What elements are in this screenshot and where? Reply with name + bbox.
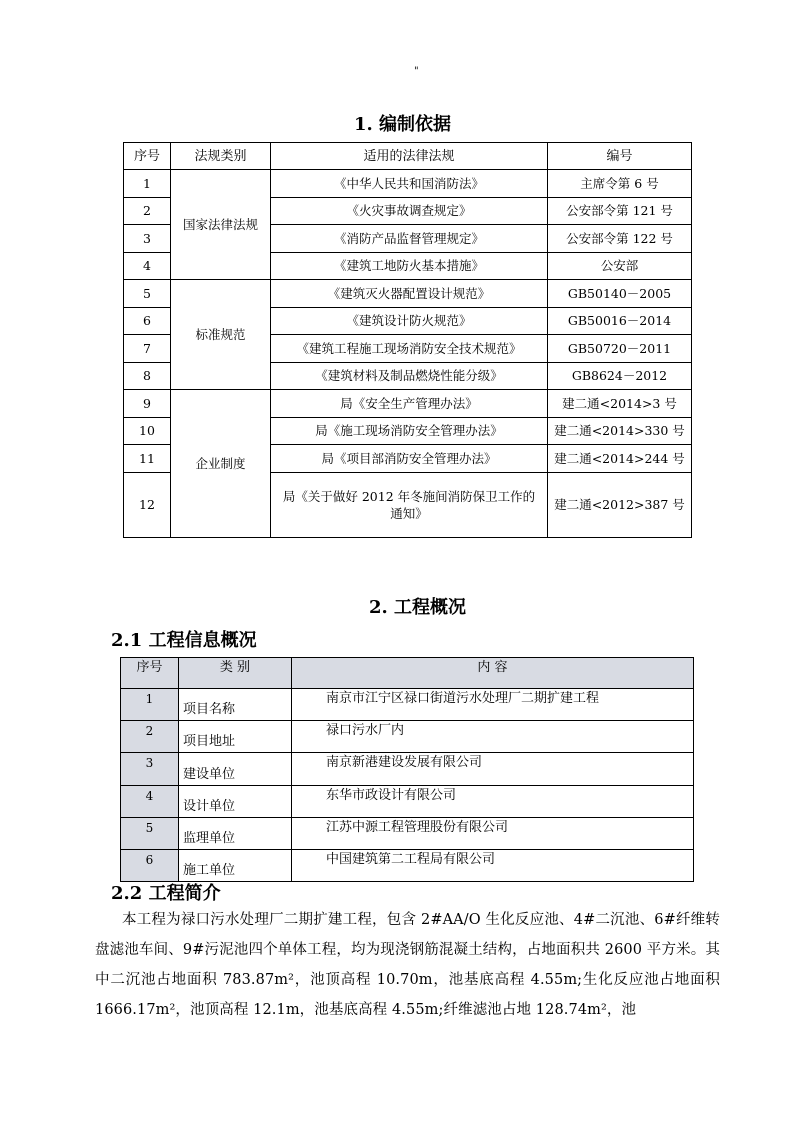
section-2-title: 2. 工程概况 (369, 597, 467, 618)
row-no: 11 (124, 445, 171, 473)
code-cell: 建二通<2014>3 号 (548, 390, 692, 418)
code-cell: GB8624－2012 (548, 362, 692, 390)
row-no: 12 (124, 472, 171, 537)
header-code: 编号 (548, 143, 692, 170)
law-cell: 局《安全生产管理办法》 (271, 390, 548, 418)
header-no: 序号 (121, 658, 179, 689)
category-cell: 项目地址 (179, 721, 292, 753)
category-cell: 国家法律法规 (171, 170, 271, 280)
table-row (121, 849, 694, 881)
law-cell: 《消防产品监督管理规定》 (271, 225, 548, 253)
table-row (124, 280, 692, 308)
value-cell: 南京新港建设发展有限公司 (292, 753, 694, 785)
row-no: 6 (121, 849, 179, 881)
code-cell: 建二通<2012>387 号 (548, 472, 692, 537)
row-no: 5 (124, 280, 171, 308)
law-cell: 《建筑工地防火基本措施》 (271, 252, 548, 280)
header-no: 序号 (124, 143, 171, 170)
law-cell: 局《施工现场消防安全管理办法》 (271, 417, 548, 445)
row-no: 2 (124, 197, 171, 225)
code-cell: 公安部令第 122 号 (548, 225, 692, 253)
code-cell: GB50720－2011 (548, 335, 692, 363)
category-cell: 标准规范 (171, 280, 271, 390)
project-intro-paragraph: 本工程为禄口污水处理厂二期扩建工程，包含 2#AA/O 生化反应池、4#二沉池、6#纤维转盘滤池车间、9#污泥池四个单体工程，均为现浇钢筋混凝土结构，占地面积共 2600 平方米。其中二沉池占地面积 783.87m²，池顶高程 10.70m，池基底高程 4.55m;生化反应池占地面积 1666.17m²，池顶高程 12.1m，池基底高程 4.55m;纤维滤池占地 128.74m²，池 (95, 912, 720, 1018)
category-cell: 建设单位 (179, 753, 292, 785)
row-no: 8 (124, 362, 171, 390)
subsection-2-1-title: 2.1 工程信息概况 (111, 630, 257, 651)
table-row (121, 689, 694, 721)
table-row (121, 817, 694, 849)
row-no: 4 (124, 252, 171, 280)
row-no: 10 (124, 417, 171, 445)
code-cell: GB50140－2005 (548, 280, 692, 308)
header-category: 类 别 (179, 658, 292, 689)
law-cell: 《建筑灭火器配置设计规范》 (271, 280, 548, 308)
header-content: 内 容 (292, 658, 694, 689)
header-law: 适用的法律法规 (271, 143, 548, 170)
row-no: 9 (124, 390, 171, 418)
table-row (124, 390, 692, 418)
code-cell: 主席令第 6 号 (548, 170, 692, 198)
subsection-2-2-title: 2.2 工程简介 (111, 883, 221, 904)
category-cell: 项目名称 (179, 689, 292, 721)
category-cell: 企业制度 (171, 390, 271, 538)
category-cell: 监理单位 (179, 817, 292, 849)
law-cell: 《火灾事故调查规定》 (271, 197, 548, 225)
law-cell: 《建筑材料及制品燃烧性能分级》 (271, 362, 548, 390)
law-cell: 《中华人民共和国消防法》 (271, 170, 548, 198)
project-info-table (120, 657, 694, 882)
row-no: 3 (121, 753, 179, 785)
category-cell: 设计单位 (179, 785, 292, 817)
row-no: 5 (121, 817, 179, 849)
code-cell: 建二通<2014>330 号 (548, 417, 692, 445)
code-cell: 建二通<2014>244 号 (548, 445, 692, 473)
table-row (121, 785, 694, 817)
regulations-header-row (124, 143, 692, 170)
table-row (124, 170, 692, 198)
regulations-table (123, 142, 692, 538)
header-category: 法规类别 (171, 143, 271, 170)
row-no: 1 (121, 689, 179, 721)
category-cell: 施工单位 (179, 849, 292, 881)
law-cell: 《建筑设计防火规范》 (271, 307, 548, 335)
law-cell: 局《关于做好 2012 年冬施间消防保卫工作的通知》 (271, 472, 548, 537)
row-no: 6 (124, 307, 171, 335)
value-cell: 东华市政设计有限公司 (292, 785, 694, 817)
table-row (121, 721, 694, 753)
table-row (121, 753, 694, 785)
row-no: 7 (124, 335, 171, 363)
code-cell: 公安部 (548, 252, 692, 280)
info-header-row (121, 658, 694, 689)
code-cell: GB50016－2014 (548, 307, 692, 335)
section-1-title: 1. 编制依据 (354, 114, 452, 135)
law-cell: 局《项目部消防安全管理办法》 (271, 445, 548, 473)
row-no: 3 (124, 225, 171, 253)
value-cell: 南京市江宁区禄口街道污水处理厂二期扩建工程 (292, 689, 694, 721)
header-mark: " (414, 66, 419, 77)
law-cell: 《建筑工程施工现场消防安全技术规范》 (271, 335, 548, 363)
row-no: 4 (121, 785, 179, 817)
value-cell: 江苏中源工程管理股份有限公司 (292, 817, 694, 849)
value-cell: 中国建筑第二工程局有限公司 (292, 849, 694, 881)
value-cell: 禄口污水厂内 (292, 721, 694, 753)
row-no: 1 (124, 170, 171, 198)
code-cell: 公安部令第 121 号 (548, 197, 692, 225)
row-no: 2 (121, 721, 179, 753)
